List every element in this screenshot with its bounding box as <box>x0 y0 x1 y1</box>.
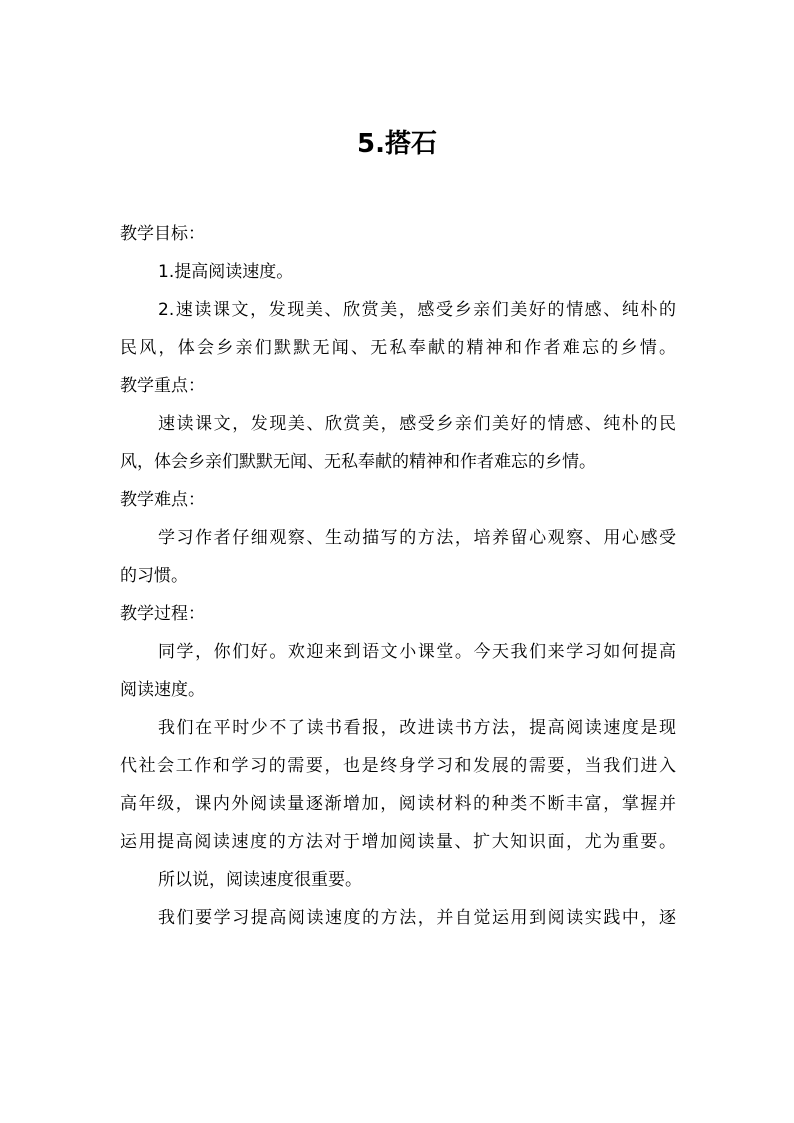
objective-2-line-1: 2.速读课文，发现美、欣赏美，感受乡亲们美好的情感、纯朴的 <box>158 300 676 320</box>
paragraph-4-line-1: 我们要学习提高阅读速度的方法，并自觉运用到阅读实践中，逐 <box>158 908 676 928</box>
paragraph-1-line-1: 同学，你们好。欢迎来到语文小课堂。今天我们来学习如何提高 <box>158 642 676 662</box>
process-heading: 教学过程： <box>120 604 205 624</box>
document-title: 5.搭石 <box>357 129 437 159</box>
paragraph-2-line-2: 代社会工作和学习的需要，也是终身学习和发展的需要，当我们进入 <box>120 756 676 776</box>
objectives-heading: 教学目标： <box>120 224 205 244</box>
difficulties-line-2: 的习惯。 <box>120 566 188 586</box>
paragraph-2-line-3: 高年级，课内外阅读量逐渐增加，阅读材料的种类不断丰富，掌握并 <box>120 794 676 814</box>
paragraph-1-line-2: 阅读速度。 <box>120 680 205 700</box>
objective-2-line-2: 民风，体会乡亲们默默无闻、无私奉献的精神和作者难忘的乡情。 <box>120 338 676 358</box>
key-points-line-1: 速读课文，发现美、欣赏美，感受乡亲们美好的情感、纯朴的民 <box>158 414 676 434</box>
document-body <box>120 215 676 937</box>
objective-1: 1.提高阅读速度。 <box>158 262 294 282</box>
key-points-heading: 教学重点： <box>120 376 205 396</box>
paragraph-3-line-1: 所以说，阅读速度很重要。 <box>158 870 362 890</box>
difficulties-heading: 教学难点： <box>120 490 205 510</box>
difficulties-line-1: 学习作者仔细观察、生动描写的方法，培养留心观察、用心感受 <box>158 528 676 548</box>
paragraph-2-line-4: 运用提高阅读速度的方法对于增加阅读量、扩大知识面，尤为重要。 <box>120 832 676 852</box>
key-points-line-2: 风，体会乡亲们默默无闻、无私奉献的精神和作者难忘的乡情。 <box>120 452 596 472</box>
paragraph-2-line-1: 我们在平时少不了读书看报，改进读书方法，提高阅读速度是现 <box>158 718 676 738</box>
